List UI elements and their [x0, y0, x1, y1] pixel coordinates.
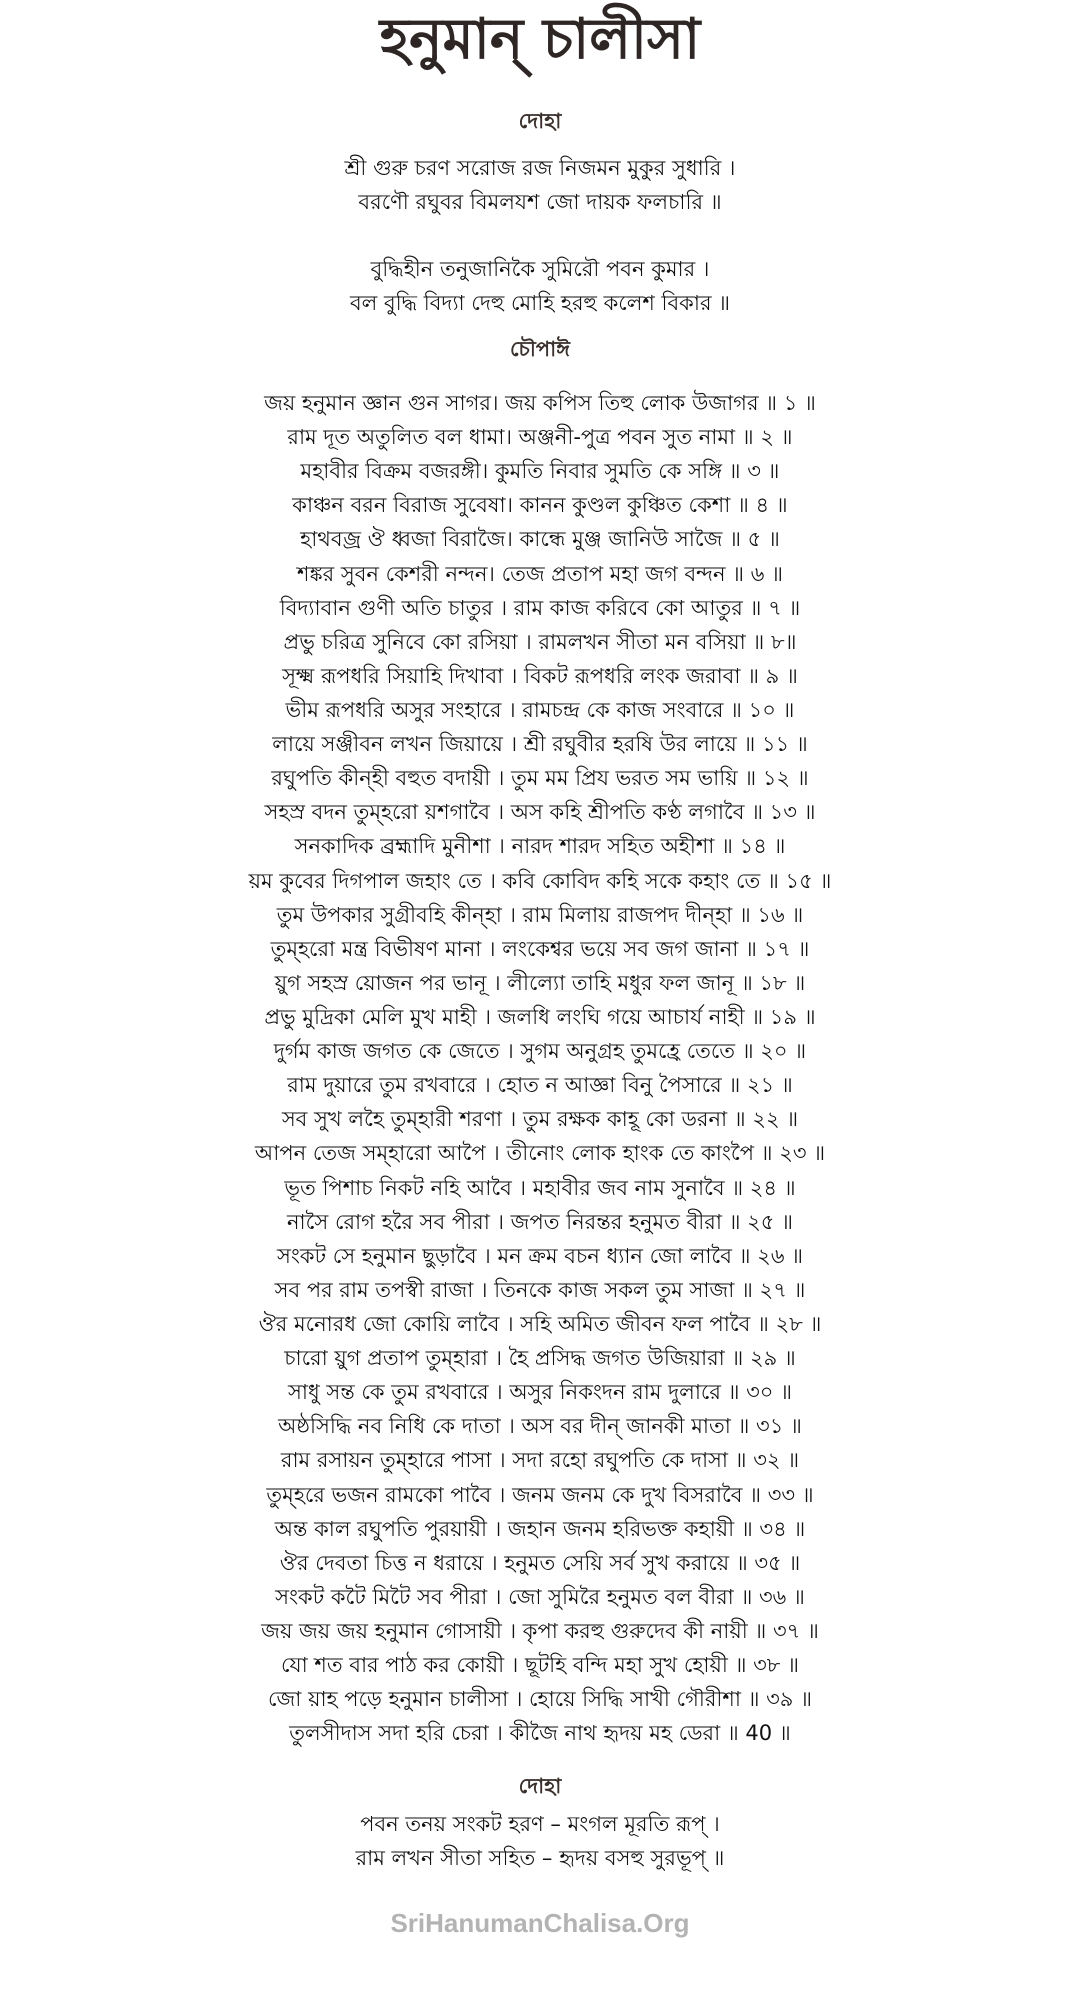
- chaupai-line: আপন তেজ সম্হারো আপৈ । তীনোং লোক হাংক তে কাংপৈ ॥ ২৩ ॥: [254, 1141, 826, 1166]
- chaupai-line: সব পর রাম তপস্বী রাজা । তিনকে কাজ সকল তুম সাজা ॥ ২৭ ॥: [274, 1277, 806, 1302]
- chaupai-line: রাম দুয়ারে তুম রখবারে । হোত ন আজ্ঞা বিনু পৈসারে ॥ ২১ ॥: [287, 1073, 793, 1098]
- chaupai-line: রাম রসায়ন তুম্হারে পাসা । সদা রহো রঘুপতি কে দাসা ॥ ৩২ ॥: [280, 1448, 800, 1473]
- chaupai-line: রঘুপতি কীন্হী বহুত বদায়ী । তুম মম প্রিয ভরত সম ভায়ি ॥ ১২ ॥: [271, 766, 809, 791]
- doha-line: পবন তনয় সংকট হরণ – মংগল মূরতি রূপ্ ।: [360, 1812, 720, 1836]
- chaupai-line: অন্ত কাল রঘুপতি পুরয়ায়ী । জহান জনম হরিভক্ত কহায়ী ॥ ৩৪ ॥: [274, 1516, 806, 1541]
- chaupai-line: সংকট কটৈ মিটৈ সব পীরা । জো সুমিরৈ হনুমত বল বীরা ॥ ৩৬ ॥: [275, 1584, 805, 1609]
- doha-line: শ্রী গুরু চরণ সরোজ রজ নিজমন মুকুর সুধারি ।: [344, 156, 736, 180]
- chaupai-line: হাথবজ্র ঔ ধ্বজা বিরাজৈ। কান্ধে মুঞ্জ জানিউ সাজৈ ॥ ৫ ॥: [300, 527, 780, 552]
- chaupai-line: কাঞ্চন বরন বিরাজ সুবেষা। কানন কুণ্ডল কুঞ্চিত কেশা ॥ ৪ ॥: [292, 493, 788, 518]
- chaupai-line: মহাবীর বিক্রম বজরঙ্গী। কুমতি নিবার সুমতি কে সঙ্গি ॥ ৩ ॥: [300, 459, 780, 484]
- chaupai-line: সূক্ষ্ম রূপধরি সিয়াহি দিখাবা । বিকট রূপধরি লংক জরাবা ॥ ৯ ॥: [282, 663, 798, 688]
- chaupai-line: জয় জয় জয় হনুমান গোসায়ী । কৃপা করহু গুরুদেব কী নায়ী ॥ ৩৭ ॥: [261, 1618, 819, 1643]
- doha-line: বরণৌ রঘুবর বিমলযশ জো দায়ক ফলচারি ॥: [358, 190, 722, 214]
- chaupai-line: দুর্গম কাজ জগত কে জেতে । সুগম অনুগ্রহ তুমহ্রে তেতে ॥ ২০ ॥: [273, 1039, 807, 1064]
- opening-doha-heading: দোহা: [518, 109, 562, 133]
- watermark: SriHanumanChalisa.Org: [390, 1908, 690, 1938]
- chaupai-line: বিদ্যাবান গুণী অতি চাতুর । রাম কাজ করিবে কো আতুর ॥ ৭ ॥: [279, 595, 801, 620]
- closing-doha-heading: দোহা: [518, 1774, 562, 1798]
- chaupai-heading: চৌপাঈ: [510, 337, 570, 361]
- doha-line: বুদ্ধিহীন তনুজানিকৈ সুমিরৌ পবন কুমার ।: [370, 257, 710, 281]
- opening-doha-stanza-2: [0, 252, 1080, 320]
- chaupai-line: সব সুখ লহৈ তুম্হারী শরণা । তুম রক্ষক কাহূ কো ডরনা ॥ ২২ ॥: [281, 1107, 799, 1132]
- chaupai-line: রাম দূত অতুলিত বল ধামা। অঞ্জনী-পুত্র পবন সুত নামা ॥ ২ ॥: [287, 425, 793, 450]
- chaupai-line: শঙ্কর সুবন কেশরী নন্দন। তেজ প্রতাপ মহা জগ বন্দন ॥ ৬ ॥: [297, 561, 783, 586]
- chaupai-line: ভীম রূপধরি অসুর সংহারে । রামচন্দ্র কে কাজ সংবারে ॥ ১০ ॥: [285, 697, 795, 722]
- chaupai-line: সংকট সে হনুমান ছুড়াবৈ । মন ক্রম বচন ধ্যান জো লাবৈ ॥ ২৬ ॥: [276, 1243, 804, 1268]
- chaupai-line: ঔর দেবতা চিত্ত ন ধরায়ে । হনুমত সেয়ি সর্ব সুখ করায়ে ॥ ৩৫ ॥: [279, 1550, 801, 1575]
- chaupai-verses: [0, 386, 1080, 1750]
- chaupai-line: যো শত বার পাঠ কর কোয়ী । ছূটহি বন্দি মহা সুখ হোয়ী ॥ ৩৮ ॥: [281, 1653, 799, 1678]
- chaupai-line: ঔর মনোরধ জো কোয়ি লাবৈ । সহি অমিত জীবন ফল পাবৈ ॥ ২৮ ॥: [258, 1311, 822, 1336]
- chaupai-line: তুম্হরো মন্ত্র বিভীষণ মানা । লংকেশ্বর ভয়ে সব জগ জানা ॥ ১৭ ॥: [270, 936, 810, 961]
- chaupai-line: ভূত পিশাচ নিকট নহি আবৈ । মহাবীর জব নাম সুনাবৈ ॥ ২৪ ॥: [284, 1175, 796, 1200]
- chaupai-line: সনকাদিক ব্রহ্মাদি মুনীশা । নারদ শারদ সহিত অহীশা ॥ ১৪ ॥: [294, 834, 786, 859]
- chaupai-line: তুম উপকার সুগ্রীবহি কীন্হা । রাম মিলায় রাজপদ দীন্হা ॥ ১৬ ॥: [276, 902, 804, 927]
- chaupai-line: সহস্র বদন তুম্হরো য়শগাবৈ । অস কহি শ্রীপতি কণ্ঠ লগাবৈ ॥ ১৩ ॥: [264, 800, 816, 825]
- chaupai-line: জো য়াহ পড়ে হনুমান চালীসা । হোয়ে সিদ্ধি সাখী গৌরীশা ॥ ৩৯ ॥: [268, 1687, 812, 1712]
- chaupai-line: লায়ে সঞ্জীবন লখন জিয়ায়ে । শ্রী রঘুবীর হরষি উর লায়ে ॥ ১১ ॥: [272, 732, 808, 757]
- chaupai-line: য়ম কুবের দিগপাল জহাং তে । কবি কোবিদ কহি সকে কহাং তে ॥ ১৫ ॥: [248, 868, 832, 893]
- opening-doha-stanza-1: [0, 151, 1080, 219]
- chaupai-line: অষ্ঠসিদ্ধি নব নিধি কে দাতা । অস বর দীন্ জানকী মাতা ॥ ৩১ ॥: [278, 1414, 802, 1439]
- chaupai-line: প্রভু মুদ্রিকা মেলি মুখ মাহী । জলধি লংঘি গয়ে আচার্য নাহী ॥ ১৯ ॥: [264, 1004, 816, 1029]
- chaupai-line: য়ুগ সহস্র য়োজন পর ভানূ । লীল্যো তাহি মধুর ফল জানূ ॥ ১৮ ॥: [274, 970, 806, 995]
- closing-doha: [0, 1807, 1080, 1875]
- chaupai-line: চারো য়ুগ প্রতাপ তুম্হারা । হৈ প্রসিদ্ধ জগত উজিয়ারা ॥ ২৯ ॥: [284, 1346, 796, 1371]
- doha-line: বল বুদ্ধি বিদ্যা দেহু মোহি হরহু কলেশ বিকার ॥: [349, 291, 731, 315]
- chaupai-line: জয় হনুমান জ্ঞান গুন সাগর। জয় কপিস তিহু লোক উজাগর ॥ ১ ॥: [264, 391, 816, 415]
- doha-line: রাম লখন সীতা সহিত – হৃদয় বসহু সুরভূপ্ ॥: [355, 1846, 725, 1870]
- chaupai-line: তুলসীদাস সদা হরি চেরা । কীজৈ নাথ হৃদয় মহ ডেরা ॥ 40 ॥: [289, 1721, 791, 1746]
- chaupai-line: প্রভু চরিত্র সুনিবে কো রসিয়া । রামলখন সীতা মন বসিয়া ॥ ৮॥: [283, 629, 797, 654]
- chaupai-line: নাসৈ রোগ হরৈ সব পীরা । জপত নিরন্তর হনুমত বীরা ॥ ২৫ ॥: [286, 1209, 793, 1234]
- chaupai-line: সাধু সন্ত কে তুম রখবারে । অসুর নিকংদন রাম দুলারে ॥ ৩০ ॥: [287, 1380, 792, 1405]
- chaupai-line: তুম্হরে ভজন রামকো পাবৈ । জনম জনম কে দুখ বিসরাবৈ ॥ ৩৩ ॥: [266, 1482, 814, 1507]
- page-title: হনুমান্ চালীসা: [379, 7, 701, 72]
